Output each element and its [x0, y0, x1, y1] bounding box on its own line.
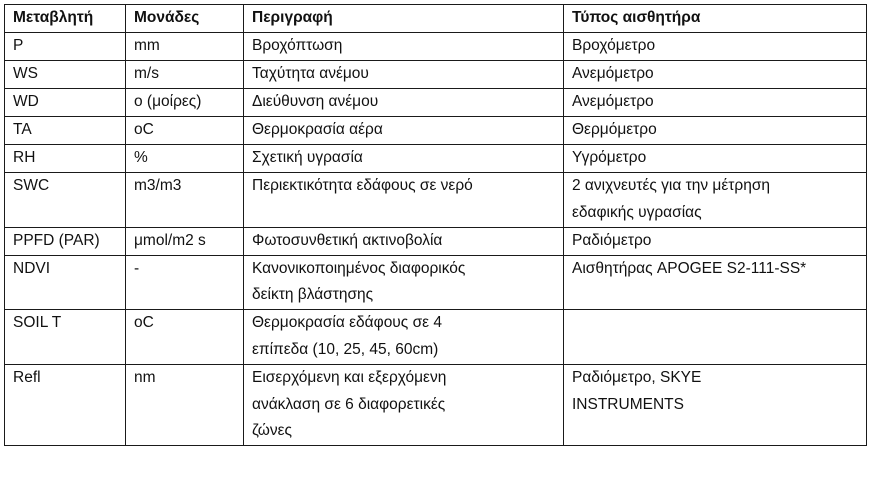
cell-sensor-type: Ραδιόμετρο, SKYE INSTRUMENTS: [564, 364, 867, 445]
cell-sensor-type: Θερμόμετρο: [564, 117, 867, 145]
table-row: [5, 227, 867, 255]
cell-variable: SWC: [5, 173, 126, 228]
cell-units: m/s: [126, 61, 244, 89]
cell-description: Βροχόπτωση: [244, 33, 564, 61]
cell-description: Θερμοκρασία εδάφους σε 4 επίπεδα (10, 25, 45, 60cm): [244, 310, 564, 365]
cell-description: Κανονικοποιημένος διαφορικός δείκτη βλάστησης: [244, 255, 564, 310]
cell-description: Σχετική υγρασία: [244, 145, 564, 173]
cell-variable: P: [5, 33, 126, 61]
cell-units: oC: [126, 117, 244, 145]
table-row: [5, 33, 867, 61]
cell-units: oC: [126, 310, 244, 365]
cell-variable: WD: [5, 89, 126, 117]
cell-description: Ταχύτητα ανέμου: [244, 61, 564, 89]
header-units: Μονάδες: [126, 5, 244, 33]
cell-sensor-type: [564, 310, 867, 365]
cell-units: μmol/m2 s: [126, 227, 244, 255]
cell-units: nm: [126, 364, 244, 445]
cell-variable: PPFD (PAR): [5, 227, 126, 255]
cell-variable: SOIL T: [5, 310, 126, 365]
table-row: [5, 89, 867, 117]
header-description: Περιγραφή: [244, 5, 564, 33]
cell-variable: Refl: [5, 364, 126, 445]
cell-sensor-type: Υγρόμετρο: [564, 145, 867, 173]
cell-description: Εισερχόμενη και εξερχόμενη ανάκλαση σε 6 διαφορετικές ζώνες: [244, 364, 564, 445]
table-row: [5, 255, 867, 310]
header-variable: Μεταβλητή: [5, 5, 126, 33]
table-row: [5, 173, 867, 228]
cell-variable: NDVI: [5, 255, 126, 310]
cell-sensor-type: 2 ανιχνευτές για την μέτρηση εδαφικής υγρασίας: [564, 173, 867, 228]
table-row: [5, 364, 867, 445]
sensor-variables-table: [4, 4, 867, 446]
table-row: [5, 61, 867, 89]
cell-sensor-type: Ραδιόμετρο: [564, 227, 867, 255]
table-row: [5, 145, 867, 173]
cell-sensor-type: Αισθητήρας APOGEE S2-111-SS*: [564, 255, 867, 310]
cell-description: Θερμοκρασία αέρα: [244, 117, 564, 145]
header-sensor-type: Τύπος αισθητήρα: [564, 5, 867, 33]
cell-units: mm: [126, 33, 244, 61]
cell-sensor-type: Ανεμόμετρο: [564, 61, 867, 89]
cell-description: Περιεκτικότητα εδάφους σε νερό: [244, 173, 564, 228]
cell-units: %: [126, 145, 244, 173]
cell-sensor-type: Βροχόμετρο: [564, 33, 867, 61]
table-row: [5, 117, 867, 145]
cell-variable: WS: [5, 61, 126, 89]
cell-units: -: [126, 255, 244, 310]
cell-variable: TA: [5, 117, 126, 145]
cell-units: m3/m3: [126, 173, 244, 228]
cell-sensor-type: Ανεμόμετρο: [564, 89, 867, 117]
cell-variable: RH: [5, 145, 126, 173]
cell-description: Φωτοσυνθετική ακτινοβολία: [244, 227, 564, 255]
cell-description: Διεύθυνση ανέμου: [244, 89, 564, 117]
table-row: [5, 310, 867, 365]
cell-units: o (μοίρες): [126, 89, 244, 117]
header-row: [5, 5, 867, 33]
